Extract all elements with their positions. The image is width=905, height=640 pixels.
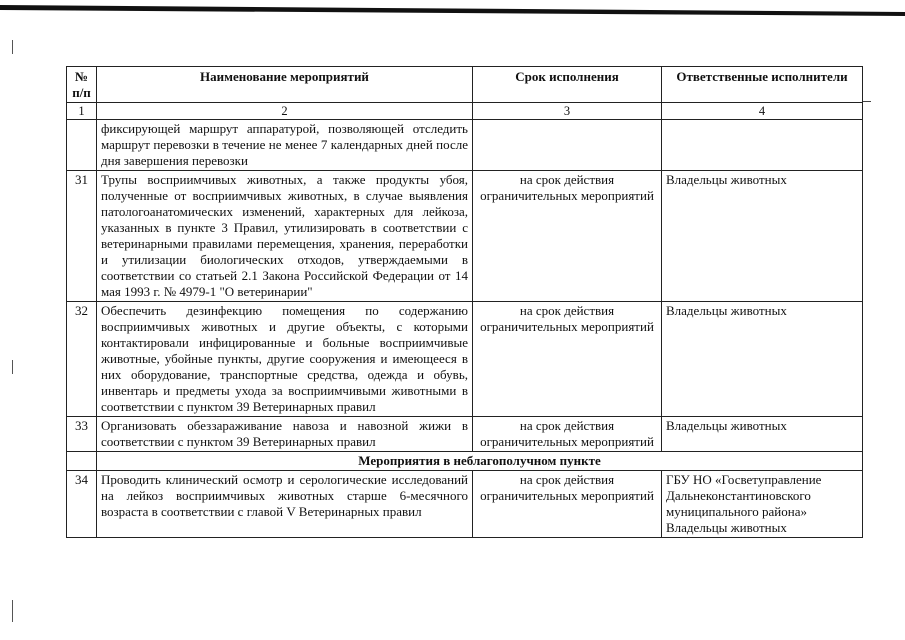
row-term: на срок действия ограничительных мероприятий xyxy=(473,302,662,417)
row-number: 32 xyxy=(67,302,97,417)
row-term: на срок действия ограничительных мероприятий xyxy=(473,417,662,452)
row-term: на срок действия ограничительных мероприятий xyxy=(473,171,662,302)
left-margin-mark xyxy=(12,600,13,622)
row-number: 34 xyxy=(67,471,97,538)
row-number xyxy=(67,120,97,171)
table-row xyxy=(67,302,863,417)
table-header-row xyxy=(67,67,863,103)
row-description: фиксирующей маршрут аппаратурой, позволяющей отследить маршрут перевозки в течение не менее 7 календарных дней после дня завершения перевозки xyxy=(97,120,473,171)
page-top-rule xyxy=(0,3,905,21)
table-row xyxy=(67,171,863,302)
column-number: 1 xyxy=(67,103,97,120)
table-row xyxy=(67,417,863,452)
row-responsible: Владельцы животных xyxy=(662,417,863,452)
column-number: 2 xyxy=(97,103,473,120)
table-row xyxy=(67,471,863,538)
header-name: Наименование мероприятий xyxy=(97,67,473,103)
row-responsible xyxy=(662,120,863,171)
header-term: Срок исполнения xyxy=(473,67,662,103)
column-number: 4 xyxy=(662,103,863,120)
row-description: Проводить клинический осмотр и серологические исследований на лейкоз восприимчивых животных старше 6-месячного возраста в соответствии с главой V Ветеринарных правил xyxy=(97,471,473,538)
left-margin-mark xyxy=(12,360,13,374)
column-number-row xyxy=(67,103,863,120)
row-responsible: Владельцы животных xyxy=(662,302,863,417)
row-term: на срок действия ограничительных мероприятий xyxy=(473,471,662,538)
header-resp: Ответственные исполнители xyxy=(662,67,863,103)
measures-table xyxy=(66,66,863,538)
column-number: 3 xyxy=(473,103,662,120)
section-num-cell xyxy=(67,452,97,471)
section-row xyxy=(67,452,863,471)
right-margin-tick xyxy=(863,101,871,102)
row-description: Организовать обеззараживание навоза и навозной жижи в соответствии с пунктом 39 Ветеринарных правил xyxy=(97,417,473,452)
row-term xyxy=(473,120,662,171)
row-number: 31 xyxy=(67,171,97,302)
table-row xyxy=(67,120,863,171)
section-title: Мероприятия в неблагополучном пункте xyxy=(97,452,863,471)
row-number: 33 xyxy=(67,417,97,452)
row-description: Трупы восприимчивых животных, а также продукты убоя, полученные от восприимчивых животных, в случае выявления патологоанатомических изменений, характерных для лейкоза, указанных в пункте 3 Правил, утилизировать в соответствии с ветеринарными правилами перемещения, хранения, переработки и утилизации биологических отходов, утверждаемыми в соответствии со статьей 2.1 Закона Российской Федерации от 14 мая 1993 г. № 4979-1 "О ветеринарии" xyxy=(97,171,473,302)
left-margin-mark xyxy=(12,40,13,54)
row-responsible: ГБУ НО «Госветуправление Дальнеконстантиновского муниципального района» Владельцы животных xyxy=(662,471,863,538)
row-description: Обеспечить дезинфекцию помещения по содержанию восприимчивых животных и другие объекты, с которыми контактировали инфицированные и больные восприимчивые животные, убойные пункты, другие сооружения и имеющееся в них оборудование, транспортные средства, одежда и обувь, инвентарь и предметы ухода за восприимчивыми животными в соответствии с пунктом 39 Ветеринарных правил xyxy=(97,302,473,417)
header-num: № п/п xyxy=(67,67,97,103)
row-responsible: Владельцы животных xyxy=(662,171,863,302)
